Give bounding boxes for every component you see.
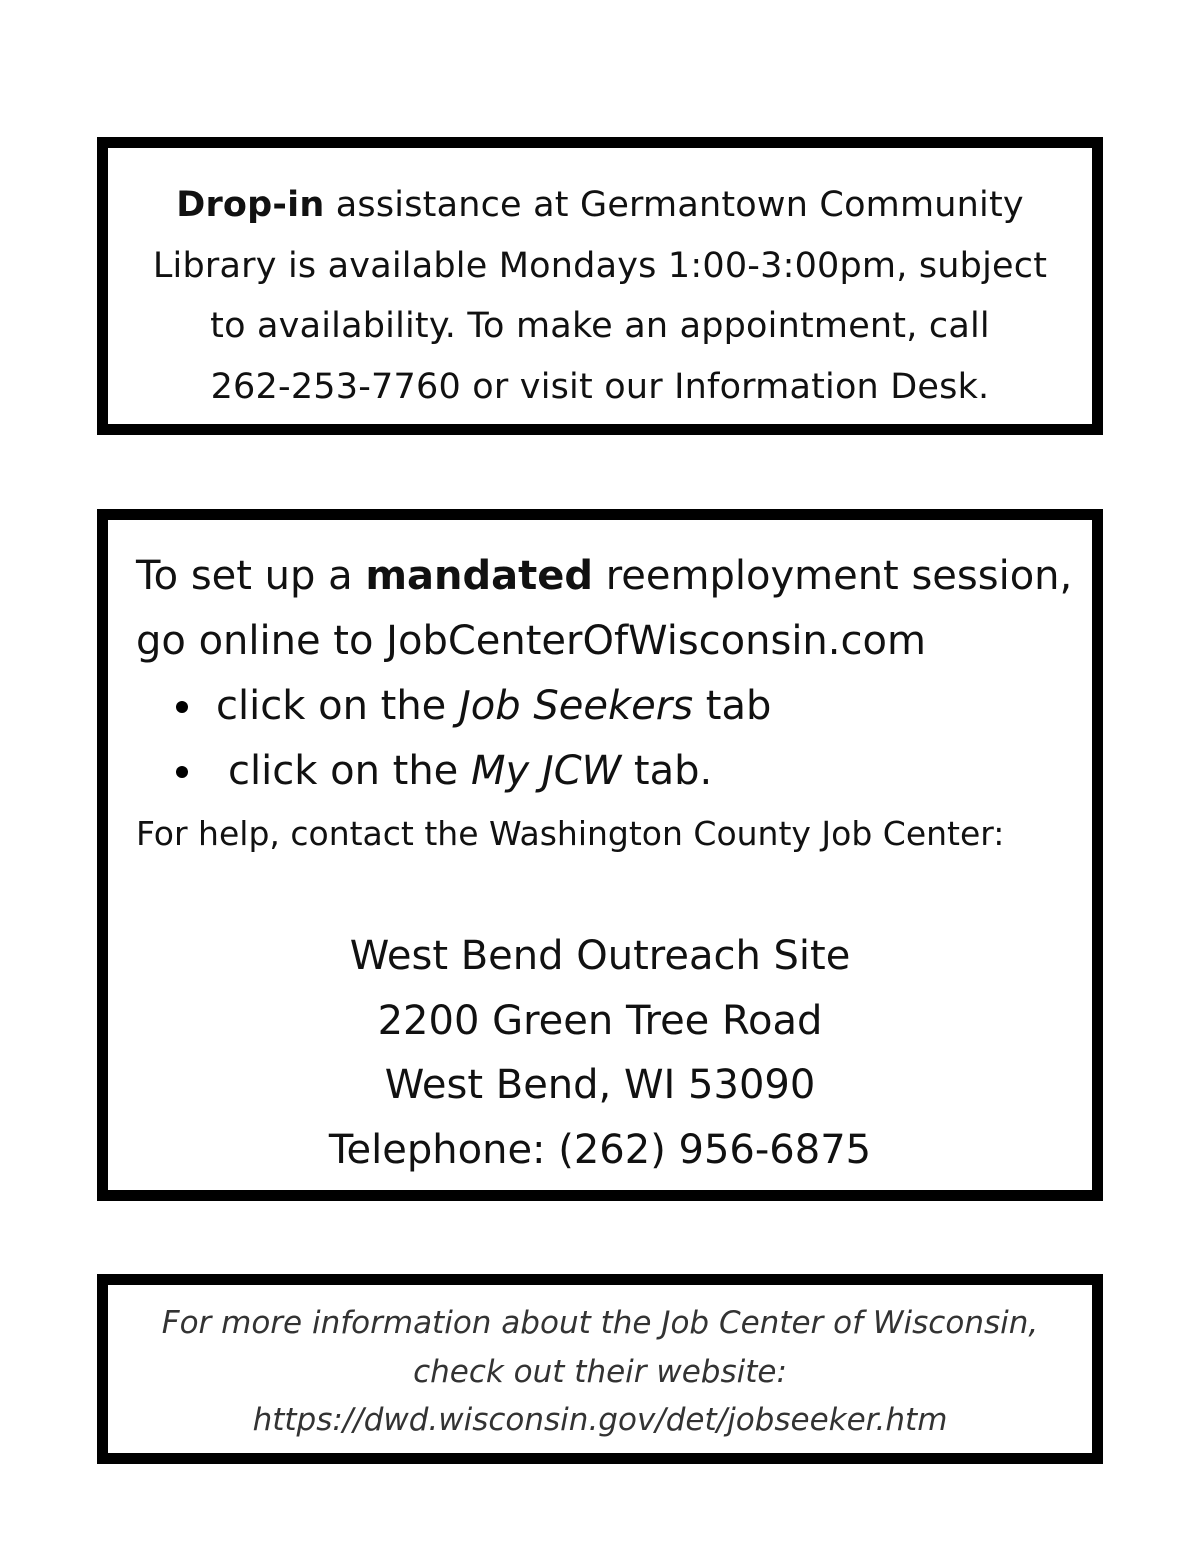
more-info-line2: check out their website: (413, 1353, 787, 1390)
steps-list (168, 674, 771, 803)
bullet-icon (176, 766, 188, 778)
dropin-line3: to availability. To make an appointment, call (210, 306, 990, 346)
intro-after: reemployment session, (593, 553, 1073, 599)
dropin-bold-lead: Drop-in (176, 185, 325, 225)
intro-line2: go online to JobCenterOfWisconsin.com (136, 618, 926, 664)
dropin-notice-text (108, 175, 1092, 417)
step-text-after: tab (693, 683, 772, 729)
step-emph: Job Seekers (459, 683, 694, 729)
list-item (168, 739, 771, 804)
address-site: West Bend Outreach Site (349, 933, 851, 979)
step-text: click on the (216, 683, 459, 729)
more-info-url[interactable]: https://dwd.wisconsin.gov/det/jobseeker.htm (252, 1402, 948, 1438)
address-city: West Bend, WI 53090 (384, 1062, 816, 1108)
list-item (168, 674, 771, 739)
step-emph: My JCW (471, 747, 622, 794)
intro-bold: mandated (365, 553, 594, 599)
dropin-line1: assistance at Germantown Community (324, 185, 1024, 225)
reemployment-box (97, 509, 1103, 1201)
help-text: For help, contact the Washington County Job Center: (136, 814, 1005, 853)
more-info-box (97, 1274, 1103, 1464)
more-info-text (108, 1299, 1092, 1445)
step-text-after: tab. (621, 747, 713, 794)
step-text: click on the (228, 747, 471, 794)
dropin-notice-box (97, 137, 1103, 435)
dropin-line4: 262-253-7760 or visit our Information Desk. (210, 366, 990, 407)
bullet-icon (176, 701, 188, 713)
job-center-address (108, 924, 1092, 1182)
intro-before: To set up a (136, 553, 366, 599)
address-street: 2200 Green Tree Road (377, 997, 823, 1044)
reemployment-intro (136, 544, 1082, 674)
more-info-line1: For more information about the Job Center of Wisconsin, (161, 1305, 1039, 1341)
address-telephone: Telephone: (262) 956-6875 (328, 1126, 872, 1173)
dropin-line2: Library is available Mondays 1:00-3:00pm, subject (152, 245, 1048, 286)
